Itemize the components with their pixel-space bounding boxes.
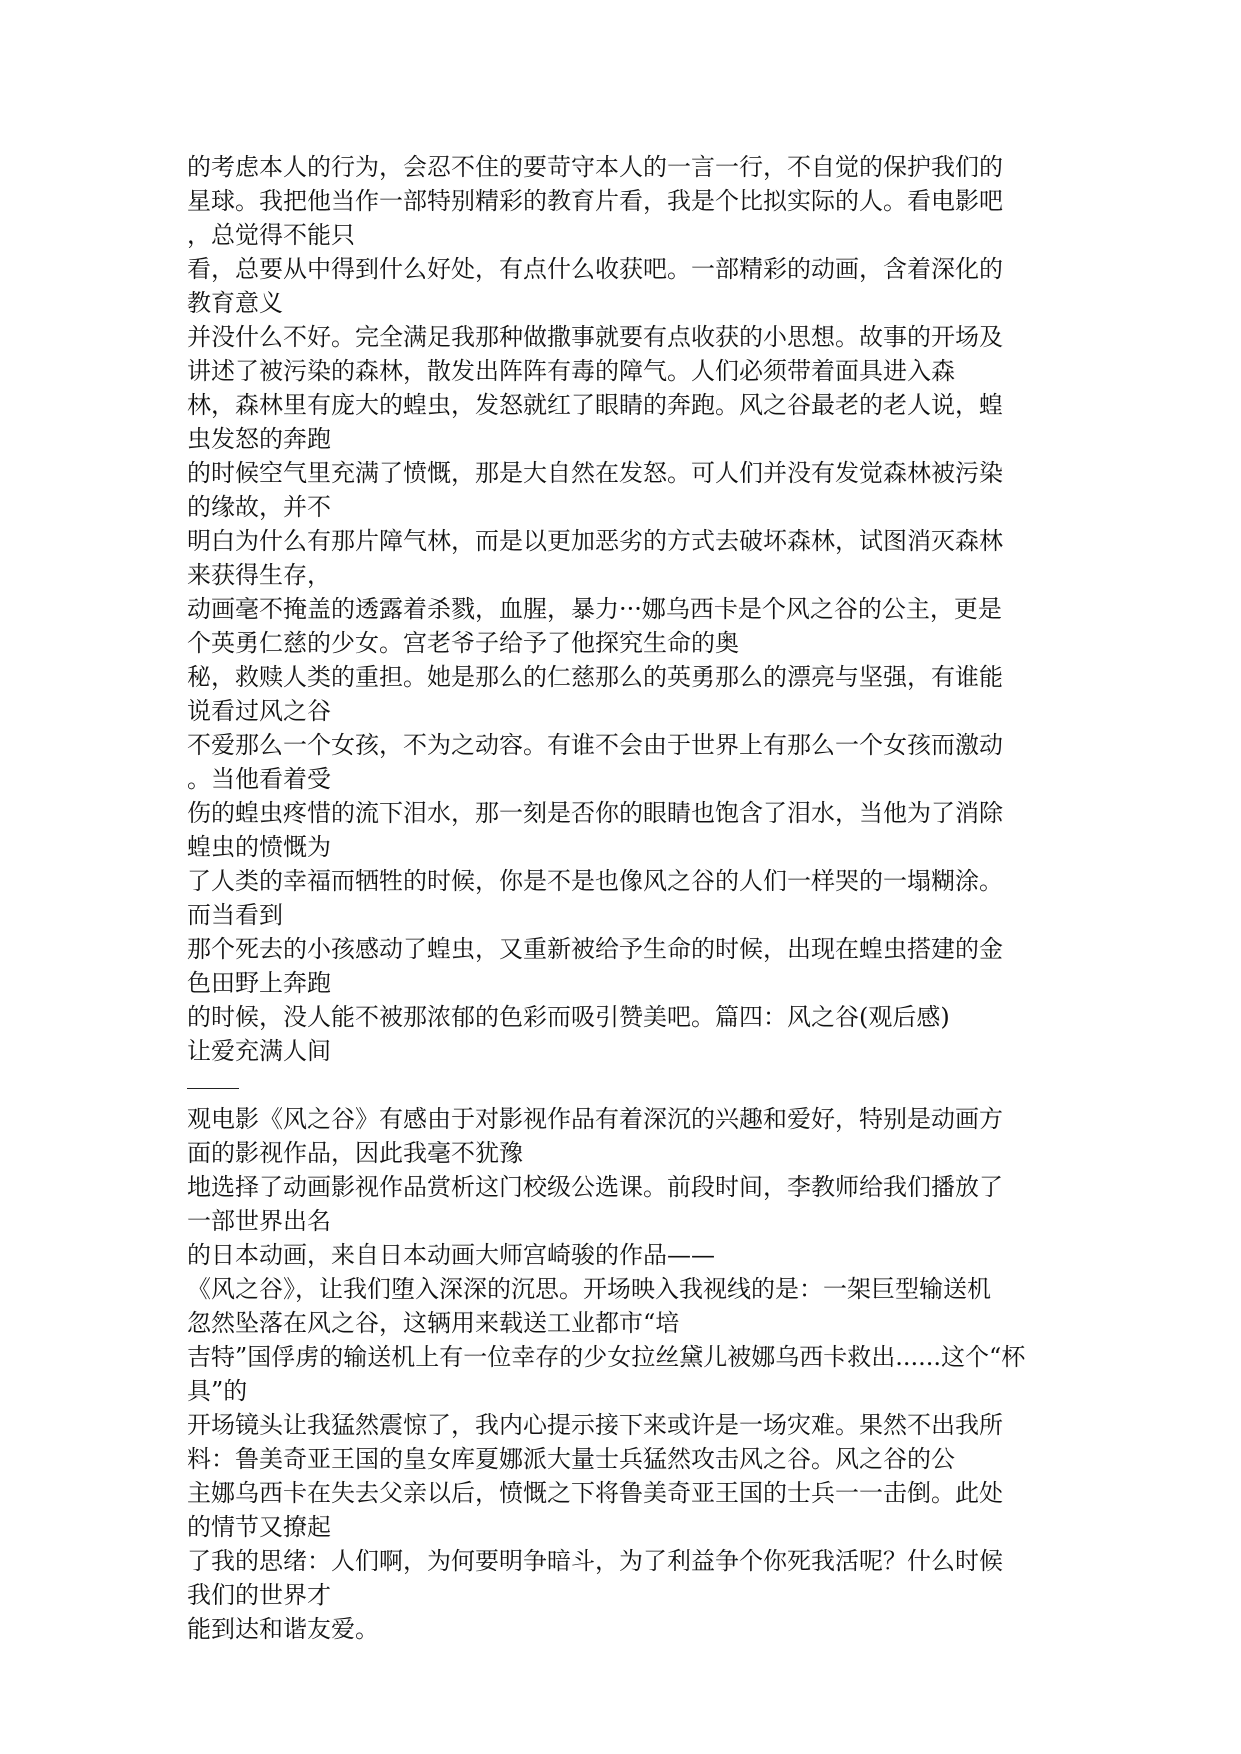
text-line: 主娜乌西卡在失去父亲以后，愤慨之下将鲁美奇亚王国的士兵一一击倒。此处 [187, 1479, 1003, 1507]
text-line: 吉特”国俘虏的输送机上有一位幸存的少女拉丝黛儿被娜乌西卡救出......这个“杯 [187, 1343, 1026, 1371]
text-line: 虫发怒的奔跑 [187, 425, 331, 453]
text-line: 秘，救赎人类的重担。她是那么的仁慈那么的英勇那么的漂亮与坚强，有谁能 [187, 663, 1003, 691]
text-line: 的时候空气里充满了愤慨，那是大自然在发怒。可人们并没有发觉森林被污染 [187, 459, 1003, 487]
text-line: 观电影《风之谷》有感由于对影视作品有着深沉的兴趣和爱好，特别是动画方 [187, 1105, 1003, 1133]
text-line: 讲述了被污染的森林，散发出阵阵有毒的障气。人们必须带着面具进入森 [187, 357, 955, 385]
text-line: 一部世界出名 [187, 1207, 331, 1235]
text-line: 让爱充满人间 [187, 1037, 331, 1065]
text-line: 伤的蝗虫疼惜的流下泪水，那一刻是否你的眼睛也饱含了泪水，当他为了消除 [187, 799, 1003, 827]
text-line: 动画毫不掩盖的透露着杀戮，血腥，暴力···娜乌西卡是个风之谷的公主，更是 [187, 595, 1002, 623]
section-rule [187, 1068, 1067, 1102]
text-line: 个英勇仁慈的少女。宫老爷子给予了他探究生命的奥 [187, 629, 739, 657]
text-line: 说看过风之谷 [187, 697, 331, 725]
text-line: 林，森林里有庞大的蝗虫，发怒就红了眼睛的奔跑。风之谷最老的老人说，蝗 [187, 391, 1003, 419]
text-line: 蝗虫的愤慨为 [187, 833, 331, 861]
body-text [187, 150, 1067, 1646]
text-line: 开场镜头让我猛然震惊了，我内心提示接下来或许是一场灾难。果然不出我所 [187, 1411, 1003, 1439]
text-line: 我们的世界才 [187, 1581, 331, 1609]
text-line: 星球。我把他当作一部特别精彩的教育片看，我是个比拟实际的人。看电影吧 [187, 187, 1003, 215]
text-line: 而当看到 [187, 901, 283, 929]
text-line: 面的影视作品，因此我毫不犹豫 [187, 1139, 523, 1167]
text-line: 。当他看着受 [187, 765, 331, 793]
text-line: 的情节又撩起 [187, 1513, 331, 1541]
text-line: 能到达和谐友爱。 [187, 1615, 379, 1643]
text-line: 具”的 [187, 1377, 248, 1405]
text-line: 料：鲁美奇亚王国的皇女库夏娜派大量士兵猛然攻击风之谷。风之谷的公 [187, 1445, 955, 1473]
text-line: 来获得生存， [187, 561, 331, 589]
text-line: 的日本动画，来自日本动画大师宫崎骏的作品—— [187, 1241, 715, 1269]
text-line: 的时候，没人能不被那浓郁的色彩而吸引赞美吧。篇四：风之谷(观后感) [187, 1003, 950, 1031]
text-line: 明白为什么有那片障气林，而是以更加恶劣的方式去破坏森林，试图消灭森林 [187, 527, 1003, 555]
text-line: 不爱那么一个女孩，不为之动容。有谁不会由于世界上有那么一个女孩而激动 [187, 731, 1003, 759]
text-line: 了我的思绪：人们啊，为何要明争暗斗，为了利益争个你死我活呢？什么时候 [187, 1547, 1003, 1575]
text-line: 教育意义 [187, 289, 283, 317]
text-line: 地选择了动画影视作品赏析这门校级公选课。前段时间，李教师给我们播放了 [187, 1173, 1003, 1201]
text-line: 《风之谷》，让我们堕入深深的沉思。开场映入我视线的是：一架巨型输送机 [187, 1275, 991, 1303]
text-line: 了人类的幸福而牺牲的时候，你是不是也像风之谷的人们一样哭的一塌糊涂。 [187, 867, 1003, 895]
text-line: 并没什么不好。完全满足我那种做撒事就要有点收获的小思想。故事的开场及 [187, 323, 1003, 351]
text-line: 的缘故，并不 [187, 493, 331, 521]
text-line: 那个死去的小孩感动了蝗虫，又重新被给予生命的时候，出现在蝗虫搭建的金 [187, 935, 1003, 963]
text-line: 看，总要从中得到什么好处，有点什么收获吧。一部精彩的动画，含着深化的 [187, 255, 1003, 283]
text-line: 色田野上奔跑 [187, 969, 331, 997]
text-line: 的考虑本人的行为，会忍不住的要苛守本人的一言一行，不自觉的保护我们的 [187, 153, 1003, 181]
text-line: ，总觉得不能只 [187, 221, 355, 249]
text-line: 忽然坠落在风之谷，这辆用来载送工业都市“培 [187, 1309, 680, 1337]
